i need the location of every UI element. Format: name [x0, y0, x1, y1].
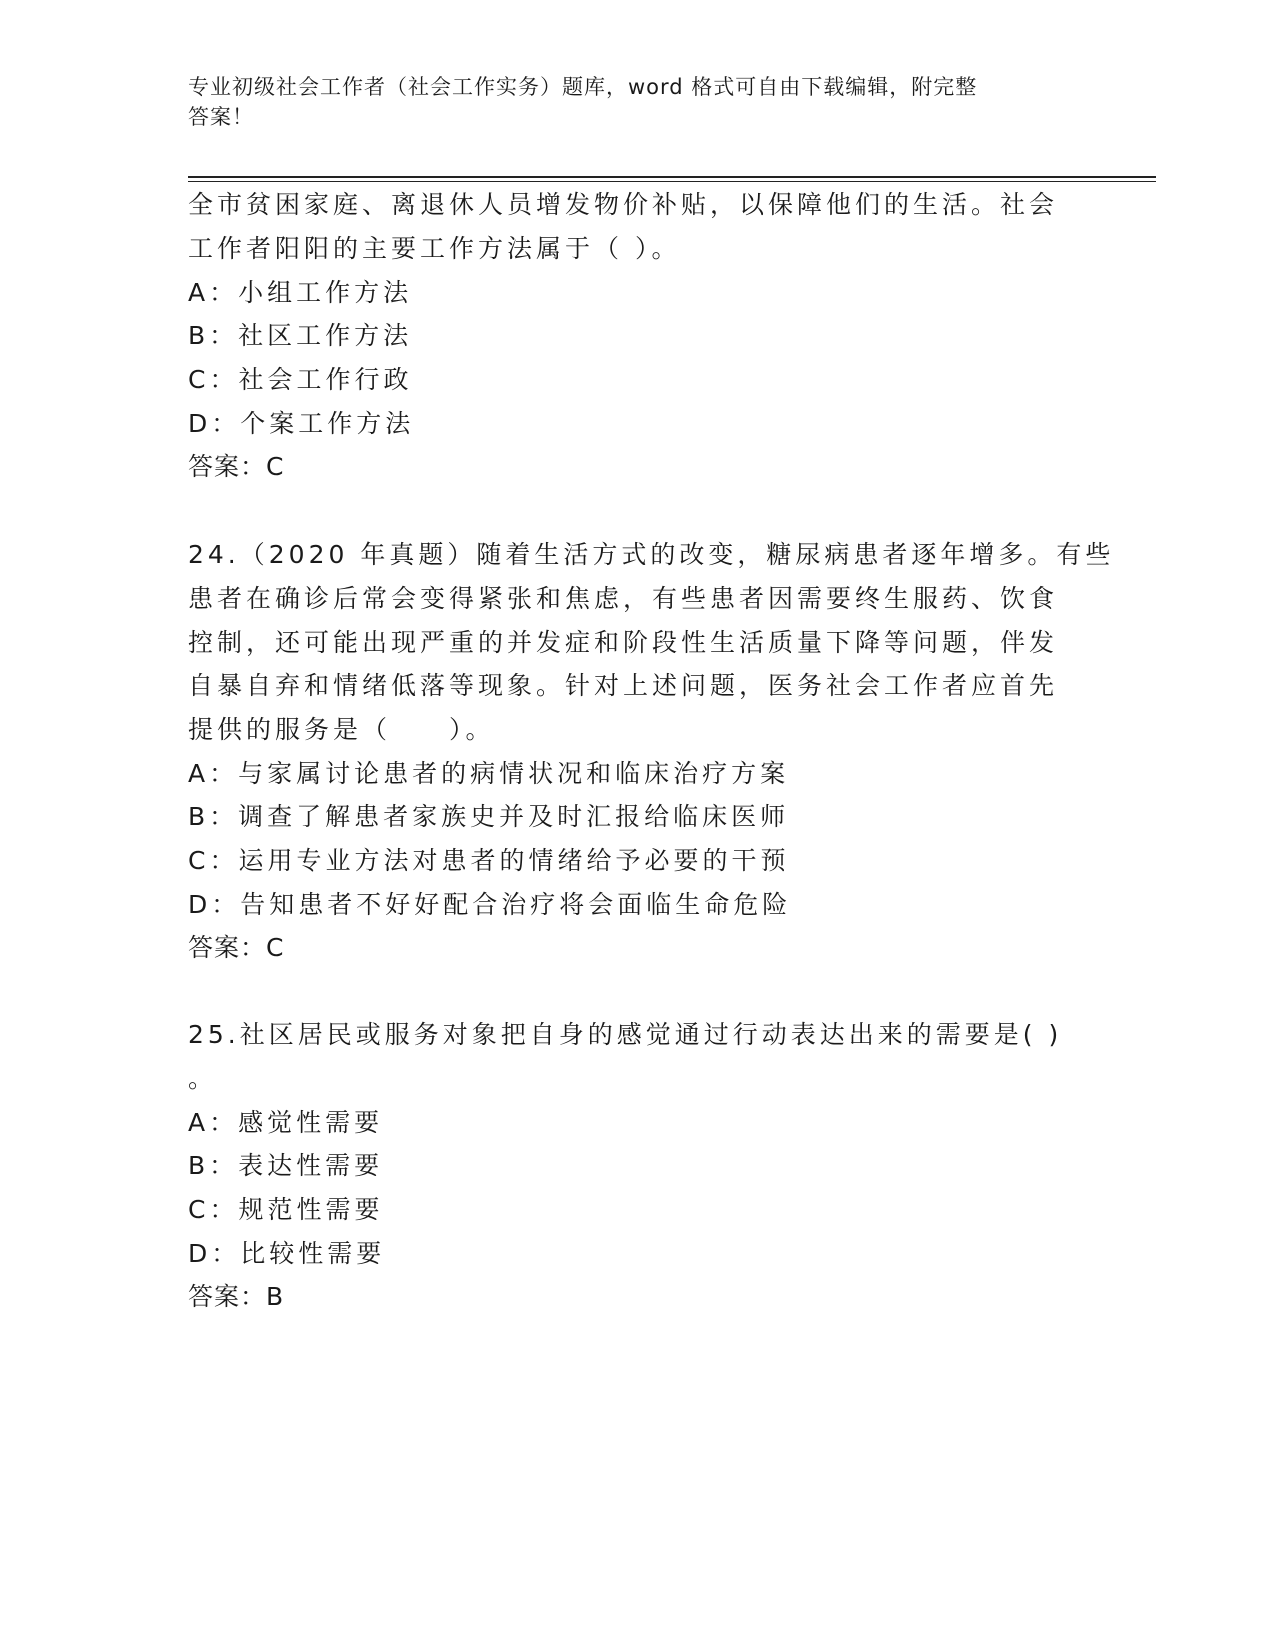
question-23-option-a: A：小组工作方法 [188, 278, 413, 307]
question-24-stem-line-4: 自暴自弃和情绪低落等现象。针对上述问题，医务社会工作者应首先 [188, 671, 1059, 700]
question-25-answer: 答案：B [188, 1282, 285, 1311]
question-24-stem-line-1: 24.（2020 年真题）随着生活方式的改变，糖尿病患者逐年增多。有些 [188, 540, 1115, 569]
question-23-option-c: C：社会工作行政 [188, 365, 413, 394]
question-25-option-c: C：规范性需要 [188, 1195, 384, 1224]
question-23-answer: 答案：C [188, 452, 285, 481]
question-24-option-a: A：与家属讨论患者的病情状况和临床治疗方案 [188, 759, 790, 788]
question-23-stem-line-2: 工作者阳阳的主要工作方法属于（ ）。 [188, 234, 681, 263]
question-23-option-d: D：个案工作方法 [188, 409, 415, 438]
question-24-answer: 答案：C [188, 933, 285, 962]
header-title-line-1: 专业初级社会工作者（社会工作实务）题库，word 格式可自由下载编辑，附完整 [188, 75, 978, 99]
question-24-option-c: C：运用专业方法对患者的情绪给予必要的干预 [188, 846, 790, 875]
question-24-stem-line-5: 提供的服务是（ ）。 [188, 715, 495, 744]
question-23-option-b: B：社区工作方法 [188, 321, 413, 350]
question-25-stem-line-2: 。 [188, 1064, 218, 1093]
question-23-stem-line-1: 全市贫困家庭、离退休人员增发物价补贴，以保障他们的生活。社会 [188, 190, 1059, 219]
question-24-stem-line-3: 控制，还可能出现严重的并发症和阶段性生活质量下降等问题，伴发 [188, 628, 1059, 657]
question-25-stem-line-1: 25.社区居民或服务对象把自身的感觉通过行动表达出来的需要是( ) [188, 1020, 1063, 1049]
question-25-option-d: D：比较性需要 [188, 1239, 386, 1268]
question-25-option-a: A：感觉性需要 [188, 1108, 384, 1137]
header-rule-thin [188, 181, 1156, 182]
question-24-option-b: B：调查了解患者家族史并及时汇报给临床医师 [188, 802, 790, 831]
question-24-stem-line-2: 患者在确诊后常会变得紧张和焦虑，有些患者因需要终生服药、饮食 [188, 584, 1059, 613]
page-header [188, 72, 1068, 132]
question-24-option-d: D：告知患者不好好配合治疗将会面临生命危险 [188, 890, 792, 919]
question-25-option-b: B：表达性需要 [188, 1151, 384, 1180]
header-rule-thick [188, 176, 1156, 178]
header-title-line-2: 答案！ [188, 105, 254, 129]
